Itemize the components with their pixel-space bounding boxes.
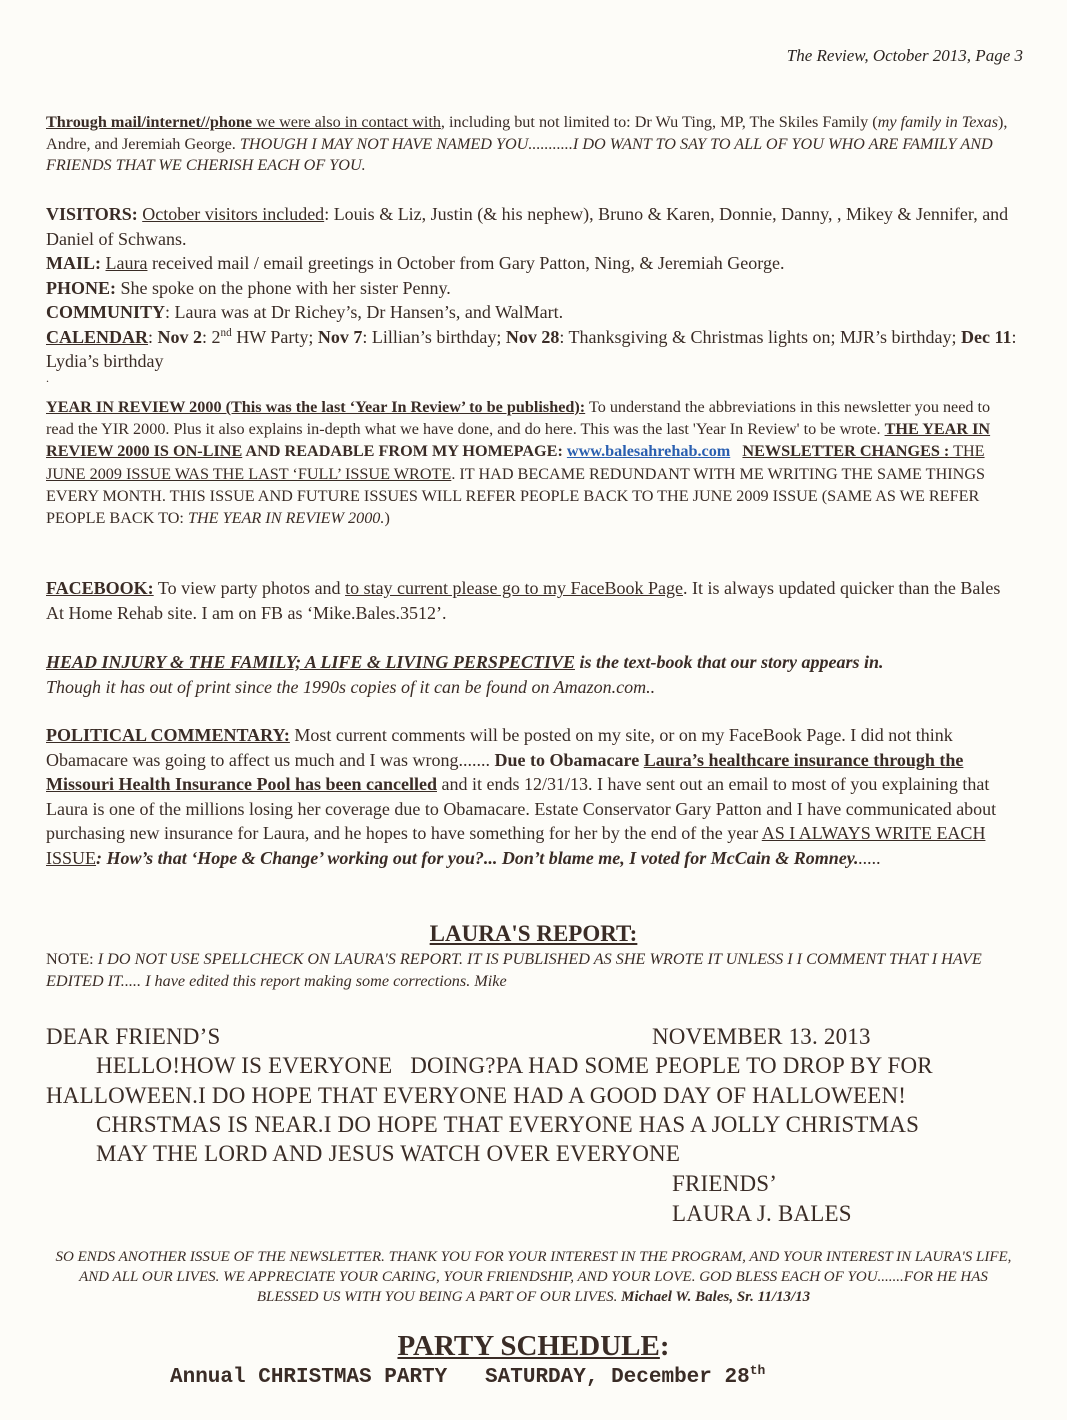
yir-bold-1: THE YEAR IN REVIEW 2000 IS ON-LINE	[46, 420, 991, 461]
yir-title: YEAR IN REVIEW 2000 (This was the last ‘Year In Review’ to be published):	[46, 398, 586, 416]
book-paragraph	[46, 650, 1021, 699]
note-label: NOTE:	[46, 950, 98, 968]
page-header: The Review, October 2013, Page 3	[786, 46, 1023, 65]
calendar-date-2: Nov 7	[317, 326, 363, 347]
political-paragraph	[46, 723, 1021, 870]
letter-closing: FRIENDS’	[672, 1171, 778, 1196]
letter-line-2: HALLOWEEN.I DO HOPE THAT EVERYONE HAD A GOOD DAY OF HALLOWEEN!	[46, 1083, 907, 1108]
community-line	[46, 300, 1021, 325]
contact-paragraph	[46, 112, 1021, 177]
party-schedule-sup: th	[749, 1363, 766, 1378]
sign-off-paragraph	[50, 1247, 1017, 1307]
calendar-text-1a: : 2	[202, 326, 221, 347]
party-schedule-title	[0, 1330, 1067, 1363]
book-text-1: is the text-book that our story appears in.	[574, 652, 884, 672]
political-end: .....	[858, 847, 882, 868]
calendar-text-4: : Lydia’s birthday	[46, 326, 1017, 371]
calendar-text-1b: HW Party;	[231, 326, 318, 347]
contact-italic-1: my family in Texas	[877, 113, 999, 131]
calendar-text-2: : Lillian’s birthday;	[362, 326, 506, 347]
political-text-1: Most current comments will be posted on my site, or on my FaceBook Page. I did not think Obamacare was going to affect us much and I was wrong.......	[46, 725, 953, 770]
facebook-paragraph	[46, 576, 1021, 625]
political-underlined-2: AS I ALWAYS WRITE EACH ISSUE	[46, 823, 986, 868]
community-label: COMMUNITY	[46, 302, 165, 322]
yir-text-1: To understand the abbreviations in this newsletter you need to read the YIR 2000. Plus it also explains in-depth what we have done, and do here. This was the last 'Year In Review' to be wrote.	[46, 398, 991, 439]
phone-label: PHONE:	[46, 277, 116, 298]
community-text: : Laura was at Dr Richey’s, Dr Hansen’s, and WalMart.	[165, 302, 564, 322]
sign-off-text: SO ENDS ANOTHER ISSUE OF THE NEWSLETTER. THANK YOU FOR YOUR INTEREST IN THE PROGRAM, AND YOUR INTEREST IN LAURA'S LIFE, AND ALL OUR LIVES. WE APPRECIATE YOUR CARING, YOUR FRIENDSHIP, AND YOUR LOVE. GOD BLESS EACH OF YOU.......FOR HE HAS BLESSED US WITH YOU BEING A PART OF OUR LIVES.	[55, 1249, 1012, 1305]
calendar-date-1: Nov 2	[157, 326, 203, 347]
calendar-date-4: Dec 11	[961, 326, 1012, 347]
visitors-line	[46, 202, 1021, 251]
book-text-2: Though it has out of print since the 1990s copies of it can be found on Amazon.com..	[46, 676, 656, 697]
homepage-link[interactable]: www.balesahrehab.com	[566, 442, 731, 461]
contact-italic-2: THOUGH I MAY NOT HAVE NAMED YOU...........I DO WANT TO SAY TO ALL OF YOU WHO ARE FAMILY AND FRIENDS THAT WE CHERISH EACH OF YOU.	[46, 134, 993, 174]
letter-salutation: DEAR FRIEND’S	[46, 1024, 221, 1049]
year-in-review-paragraph	[46, 396, 1021, 529]
stray-dot: .	[46, 371, 49, 385]
political-bold-italic: How’s that ‘Hope & Change’ working out for you?... Don’t blame me, I voted for McCain & Romney.	[106, 847, 859, 868]
laura-report-title: LAURA'S REPORT:	[429, 921, 638, 946]
calendar-line	[46, 325, 1021, 374]
yir-close: )	[384, 509, 390, 528]
facebook-underlined: to stay current please go to my FaceBook Page	[345, 578, 683, 598]
letter-line-1: HELLO!HOW IS EVERYONE DOING?PA HAD SOME PEOPLE TO DROP BY FOR	[96, 1053, 933, 1078]
party-schedule-entry-text: Annual CHRISTMAS PARTY SATURDAY, December 28	[170, 1366, 750, 1389]
contact-lead-2: we were also in contact with	[252, 113, 441, 131]
visitors-label: VISITORS:	[46, 204, 138, 224]
contact-lead: Through mail/internet//phone	[46, 113, 253, 131]
sign-off-author: Michael W. Bales, Sr. 11/13/13	[621, 1289, 811, 1305]
letter-date: NOVEMBER 13. 2013	[652, 1024, 871, 1049]
calendar-date-3: Nov 28	[505, 326, 560, 347]
political-colon: :	[96, 847, 107, 868]
phone-text: She spoke on the phone with her sister Penny.	[116, 277, 451, 298]
yir-italic: THE YEAR IN REVIEW 2000.	[187, 509, 385, 528]
visitors-text: : Louis & Liz, Justin (& his nephew), Bruno & Karen, Donnie, Danny, , Mikey & Jennifer, and Daniel of Schwans.	[46, 204, 1009, 249]
visitors-underlined: October visitors included	[142, 204, 325, 224]
calendar-colon: :	[148, 326, 158, 347]
yir-rest: . IT HAD BECAME REDUNDANT WITH ME WRITING THE SAME THINGS EVERY MONTH. THIS ISSUE AND FUTURE ISSUES WILL REFER PEOPLE BACK TO THE JUNE 2009 ISSUE (SAME AS WE REFER PEOPLE BACK TO:	[46, 464, 986, 528]
mail-line	[46, 251, 1021, 276]
yir-bold-2: AND READABLE FROM MY HOMEPAGE:	[242, 442, 563, 461]
facebook-text-2: . It is always updated quicker than the Bales At Home Rehab site. I am on FB as ‘Mike.Bales.3512’.	[46, 578, 1001, 623]
mail-underlined: Laura	[105, 253, 148, 273]
mail-label: MAIL:	[46, 253, 101, 273]
political-bold: Due to Obamacare	[494, 749, 644, 770]
political-bold-underlined: Laura’s healthcare insurance through the Missouri Health Insurance Pool has been cancelled	[46, 749, 964, 794]
letter-line-3: CHRSTMAS IS NEAR.I DO HOPE THAT EVERYONE HAS A JOLLY CHRISTMAS	[96, 1112, 920, 1137]
calendar-text-3: : Thanksgiving & Christmas lights on; MJR’s birthday;	[559, 326, 962, 347]
political-label: POLITICAL COMMENTARY:	[46, 725, 290, 745]
political-text-2: and it ends 12/31/13. I have sent out an email to most of you explaining that Laura is one of the millions losing her coverage due to Obamacare. Estate Conservator Gary Patton and I have communicated about purchasing new insurance for Laura, and he hopes to have something for her by the end of the year	[46, 774, 997, 843]
contact-text: , including but not limited to: Dr Wu Ting, MP, The Skiles Family (	[440, 113, 878, 131]
activity-section	[46, 202, 1021, 374]
newsletter-changes-label: NEWSLETTER CHANGES :	[742, 442, 950, 461]
party-schedule-entry	[170, 1363, 766, 1389]
letter-line-4: MAY THE LORD AND JESUS WATCH OVER EVERYONE	[96, 1141, 681, 1166]
facebook-text-1: To view party photos and	[153, 578, 346, 598]
newsletter-changes-text: THE JUNE 2009 ISSUE WAS THE LAST ‘FULL’ ISSUE WROTE	[46, 442, 985, 483]
calendar-sup: nd	[220, 326, 232, 339]
phone-line	[46, 276, 1021, 301]
book-title: HEAD INJURY & THE FAMILY; A LIFE & LIVING PERSPECTIVE	[46, 652, 575, 672]
calendar-label: CALENDAR	[46, 326, 149, 347]
party-schedule-colon: :	[659, 1330, 670, 1362]
yir-space	[730, 442, 742, 460]
party-schedule-title-text: PARTY SCHEDULE	[397, 1330, 660, 1362]
note-text: I DO NOT USE SPELLCHECK ON LAURA'S REPORT. IT IS PUBLISHED AS SHE WROTE IT UNLESS I I COMMENT THAT I HAVE EDITED IT..... I have edited this report making some corrections. Mike	[46, 950, 982, 990]
facebook-label: FACEBOOK:	[46, 578, 154, 598]
note-paragraph	[46, 948, 1021, 992]
mail-text: received mail / email greetings in October from Gary Patton, Ning, & Jeremiah George.	[147, 253, 785, 273]
contact-text-2: ), Andre, and Jeremiah George.	[46, 113, 1008, 153]
letter-signature: LAURA J. BALES	[672, 1201, 852, 1226]
